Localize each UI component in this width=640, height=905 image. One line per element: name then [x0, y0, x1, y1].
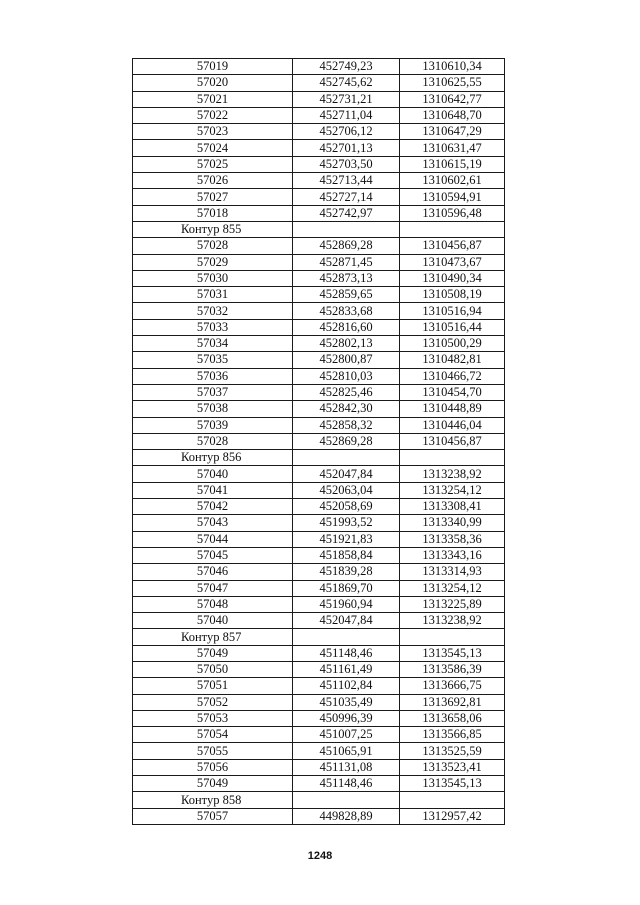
point-id-cell: 57022: [133, 107, 293, 123]
point-id-cell: 57038: [133, 401, 293, 417]
y-coordinate-cell: 1310647,29: [400, 124, 505, 140]
point-id-cell: 57040: [133, 613, 293, 629]
point-row: [133, 205, 505, 221]
y-coordinate-cell: 1313358,36: [400, 531, 505, 547]
point-id-cell: 57033: [133, 319, 293, 335]
point-row: [133, 482, 505, 498]
point-id-cell: 57018: [133, 205, 293, 221]
point-row: [133, 613, 505, 629]
x-coordinate-cell: 452701,13: [293, 140, 400, 156]
x-coordinate-cell: 451960,94: [293, 596, 400, 612]
contour-label: Контур 857: [133, 629, 293, 645]
y-coordinate-cell: 1313692,81: [400, 694, 505, 710]
point-id-cell: 57025: [133, 156, 293, 172]
x-coordinate-cell: 451035,49: [293, 694, 400, 710]
point-row: [133, 645, 505, 661]
point-id-cell: 57034: [133, 336, 293, 352]
y-coordinate-cell: 1310516,94: [400, 303, 505, 319]
point-row: [133, 352, 505, 368]
point-row: [133, 433, 505, 449]
point-row: [133, 547, 505, 563]
point-row: [133, 384, 505, 400]
x-coordinate-cell: 451131,08: [293, 759, 400, 775]
point-id-cell: 57027: [133, 189, 293, 205]
contour-header-row: [133, 629, 505, 645]
x-coordinate-cell: 452713,44: [293, 173, 400, 189]
point-id-cell: 57042: [133, 499, 293, 515]
point-id-cell: 57024: [133, 140, 293, 156]
empty-cell: [293, 450, 400, 466]
page-number: 1248: [307, 850, 333, 862]
y-coordinate-cell: 1310615,19: [400, 156, 505, 172]
point-id-cell: 57037: [133, 384, 293, 400]
x-coordinate-cell: 452742,97: [293, 205, 400, 221]
y-coordinate-cell: 1312957,42: [400, 808, 505, 824]
y-coordinate-cell: 1310602,61: [400, 173, 505, 189]
y-coordinate-cell: 1310473,67: [400, 254, 505, 270]
point-row: [133, 140, 505, 156]
x-coordinate-cell: 451102,84: [293, 678, 400, 694]
point-row: [133, 759, 505, 775]
point-row: [133, 156, 505, 172]
point-row: [133, 401, 505, 417]
x-coordinate-cell: 452869,28: [293, 433, 400, 449]
point-row: [133, 124, 505, 140]
point-row: [133, 743, 505, 759]
x-coordinate-cell: 449828,89: [293, 808, 400, 824]
point-row: [133, 466, 505, 482]
y-coordinate-cell: 1313523,41: [400, 759, 505, 775]
point-id-cell: 57043: [133, 515, 293, 531]
point-id-cell: 57035: [133, 352, 293, 368]
x-coordinate-cell: 452703,50: [293, 156, 400, 172]
x-coordinate-cell: 451993,52: [293, 515, 400, 531]
point-row: [133, 580, 505, 596]
y-coordinate-cell: 1313254,12: [400, 482, 505, 498]
point-id-cell: 57049: [133, 776, 293, 792]
point-id-cell: 57028: [133, 433, 293, 449]
x-coordinate-cell: 452859,65: [293, 287, 400, 303]
y-coordinate-cell: 1313658,06: [400, 710, 505, 726]
point-id-cell: 57051: [133, 678, 293, 694]
y-coordinate-cell: 1313525,59: [400, 743, 505, 759]
point-id-cell: 57026: [133, 173, 293, 189]
point-row: [133, 75, 505, 91]
y-coordinate-cell: 1310466,72: [400, 368, 505, 384]
point-id-cell: 57030: [133, 270, 293, 286]
contour-header-row: [133, 221, 505, 237]
y-coordinate-cell: 1310482,81: [400, 352, 505, 368]
y-coordinate-cell: 1310490,34: [400, 270, 505, 286]
x-coordinate-cell: 451148,46: [293, 776, 400, 792]
point-row: [133, 189, 505, 205]
x-coordinate-cell: 452749,23: [293, 59, 400, 75]
y-coordinate-cell: 1310596,48: [400, 205, 505, 221]
point-id-cell: 57029: [133, 254, 293, 270]
empty-cell: [400, 792, 505, 808]
x-coordinate-cell: 452731,21: [293, 91, 400, 107]
y-coordinate-cell: 1310642,77: [400, 91, 505, 107]
x-coordinate-cell: 452825,46: [293, 384, 400, 400]
empty-cell: [400, 221, 505, 237]
point-id-cell: 57047: [133, 580, 293, 596]
x-coordinate-cell: 452711,04: [293, 107, 400, 123]
y-coordinate-cell: 1313238,92: [400, 466, 505, 482]
x-coordinate-cell: 452873,13: [293, 270, 400, 286]
point-id-cell: 57046: [133, 564, 293, 580]
contour-header-row: [133, 792, 505, 808]
y-coordinate-cell: 1313238,92: [400, 613, 505, 629]
y-coordinate-cell: 1310508,19: [400, 287, 505, 303]
empty-cell: [400, 629, 505, 645]
point-row: [133, 319, 505, 335]
x-coordinate-cell: 452047,84: [293, 613, 400, 629]
point-id-cell: 57053: [133, 710, 293, 726]
y-coordinate-cell: 1310631,47: [400, 140, 505, 156]
y-coordinate-cell: 1310456,87: [400, 238, 505, 254]
x-coordinate-cell: 451065,91: [293, 743, 400, 759]
coordinates-table-body: [133, 59, 505, 825]
point-id-cell: 57039: [133, 417, 293, 433]
y-coordinate-cell: 1310648,70: [400, 107, 505, 123]
point-row: [133, 417, 505, 433]
contour-label: Контур 858: [133, 792, 293, 808]
point-row: [133, 91, 505, 107]
x-coordinate-cell: 452810,03: [293, 368, 400, 384]
coordinates-table: [132, 58, 505, 825]
y-coordinate-cell: 1310456,87: [400, 433, 505, 449]
x-coordinate-cell: 452842,30: [293, 401, 400, 417]
point-id-cell: 57021: [133, 91, 293, 107]
point-id-cell: 57041: [133, 482, 293, 498]
point-row: [133, 254, 505, 270]
x-coordinate-cell: 452058,69: [293, 499, 400, 515]
y-coordinate-cell: 1313566,85: [400, 727, 505, 743]
y-coordinate-cell: 1313586,39: [400, 661, 505, 677]
point-id-cell: 57036: [133, 368, 293, 384]
y-coordinate-cell: 1310594,91: [400, 189, 505, 205]
point-row: [133, 107, 505, 123]
y-coordinate-cell: 1310454,70: [400, 384, 505, 400]
contour-header-row: [133, 450, 505, 466]
y-coordinate-cell: 1313308,41: [400, 499, 505, 515]
y-coordinate-cell: 1313225,89: [400, 596, 505, 612]
x-coordinate-cell: 451148,46: [293, 645, 400, 661]
y-coordinate-cell: 1310448,89: [400, 401, 505, 417]
x-coordinate-cell: 452858,32: [293, 417, 400, 433]
x-coordinate-cell: 451007,25: [293, 727, 400, 743]
point-id-cell: 57044: [133, 531, 293, 547]
point-row: [133, 694, 505, 710]
point-row: [133, 564, 505, 580]
y-coordinate-cell: 1310500,29: [400, 336, 505, 352]
point-id-cell: 57052: [133, 694, 293, 710]
point-row: [133, 499, 505, 515]
point-row: [133, 270, 505, 286]
y-coordinate-cell: 1313666,75: [400, 678, 505, 694]
point-id-cell: 57019: [133, 59, 293, 75]
y-coordinate-cell: 1313340,99: [400, 515, 505, 531]
point-row: [133, 596, 505, 612]
empty-cell: [293, 221, 400, 237]
point-row: [133, 238, 505, 254]
point-id-cell: 57040: [133, 466, 293, 482]
point-row: [133, 287, 505, 303]
x-coordinate-cell: 452869,28: [293, 238, 400, 254]
y-coordinate-cell: 1313254,12: [400, 580, 505, 596]
x-coordinate-cell: 451869,70: [293, 580, 400, 596]
x-coordinate-cell: 452727,14: [293, 189, 400, 205]
point-row: [133, 727, 505, 743]
point-id-cell: 57028: [133, 238, 293, 254]
point-row: [133, 173, 505, 189]
point-row: [133, 336, 505, 352]
point-id-cell: 57050: [133, 661, 293, 677]
x-coordinate-cell: 452800,87: [293, 352, 400, 368]
x-coordinate-cell: 452063,04: [293, 482, 400, 498]
x-coordinate-cell: 451839,28: [293, 564, 400, 580]
empty-cell: [293, 629, 400, 645]
y-coordinate-cell: 1310446,04: [400, 417, 505, 433]
x-coordinate-cell: 451921,83: [293, 531, 400, 547]
contour-label: Контур 855: [133, 221, 293, 237]
point-id-cell: 57031: [133, 287, 293, 303]
y-coordinate-cell: 1313545,13: [400, 776, 505, 792]
point-row: [133, 776, 505, 792]
empty-cell: [400, 450, 505, 466]
point-row: [133, 661, 505, 677]
x-coordinate-cell: 452833,68: [293, 303, 400, 319]
point-id-cell: 57057: [133, 808, 293, 824]
y-coordinate-cell: 1313343,16: [400, 547, 505, 563]
point-id-cell: 57023: [133, 124, 293, 140]
point-row: [133, 710, 505, 726]
point-id-cell: 57055: [133, 743, 293, 759]
y-coordinate-cell: 1313314,93: [400, 564, 505, 580]
x-coordinate-cell: 452706,12: [293, 124, 400, 140]
x-coordinate-cell: 451161,49: [293, 661, 400, 677]
y-coordinate-cell: 1310516,44: [400, 319, 505, 335]
point-row: [133, 515, 505, 531]
x-coordinate-cell: 452047,84: [293, 466, 400, 482]
point-row: [133, 678, 505, 694]
empty-cell: [293, 792, 400, 808]
point-id-cell: 57056: [133, 759, 293, 775]
contour-label: Контур 856: [133, 450, 293, 466]
point-id-cell: 57054: [133, 727, 293, 743]
x-coordinate-cell: 450996,39: [293, 710, 400, 726]
y-coordinate-cell: 1310625,55: [400, 75, 505, 91]
x-coordinate-cell: 452816,60: [293, 319, 400, 335]
point-id-cell: 57045: [133, 547, 293, 563]
point-id-cell: 57020: [133, 75, 293, 91]
point-id-cell: 57048: [133, 596, 293, 612]
x-coordinate-cell: 452745,62: [293, 75, 400, 91]
x-coordinate-cell: 452871,45: [293, 254, 400, 270]
point-row: [133, 303, 505, 319]
y-coordinate-cell: 1313545,13: [400, 645, 505, 661]
y-coordinate-cell: 1310610,34: [400, 59, 505, 75]
point-row: [133, 59, 505, 75]
point-row: [133, 368, 505, 384]
x-coordinate-cell: 451858,84: [293, 547, 400, 563]
point-id-cell: 57049: [133, 645, 293, 661]
point-row: [133, 808, 505, 824]
point-row: [133, 531, 505, 547]
x-coordinate-cell: 452802,13: [293, 336, 400, 352]
point-id-cell: 57032: [133, 303, 293, 319]
